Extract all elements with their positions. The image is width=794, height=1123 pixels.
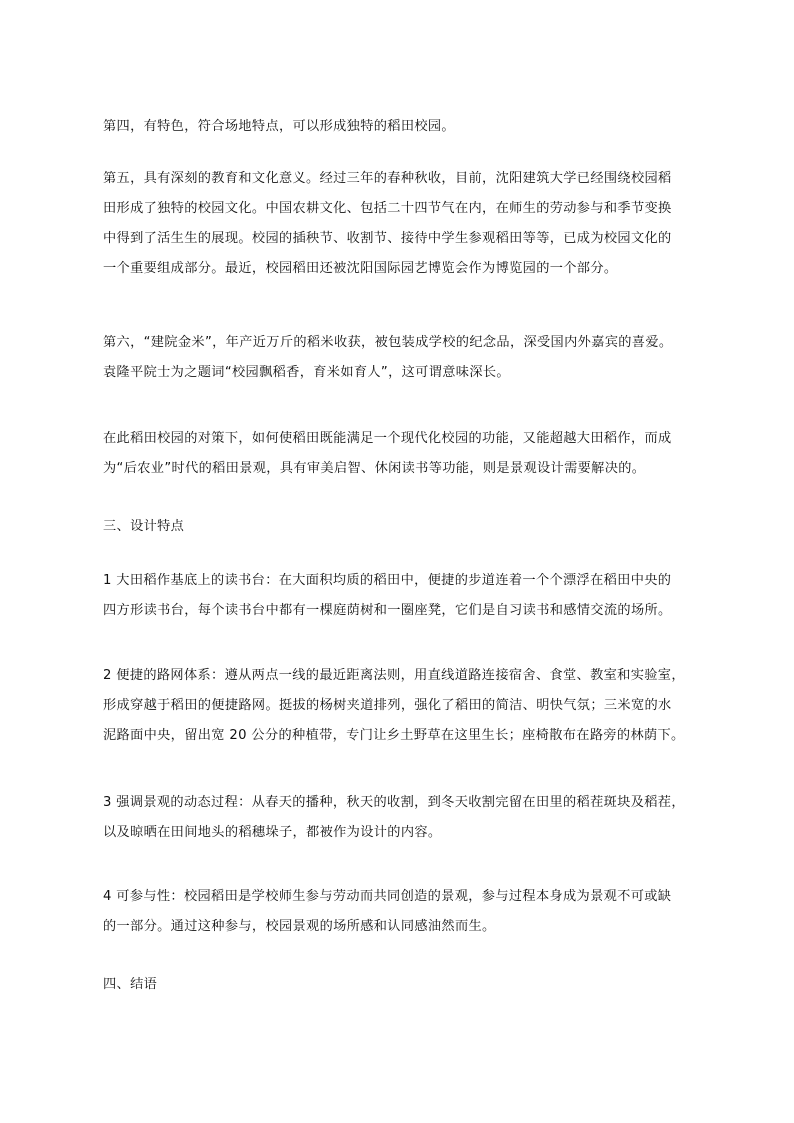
- text-line: 四方形读书台，每个读书台中都有一棵庭荫树和一圈座凳，它们是自习读书和感情交流的场所。: [103, 603, 672, 618]
- list-item-dynamic-process: [103, 788, 693, 848]
- text-line: 一个重要组成部分。最近，校园稻田还被沈阳国际园艺博览会作为博览园的一个部分。: [103, 261, 618, 276]
- paragraph-sixth: [103, 328, 693, 388]
- text-line: 泥路面中央，留出宽 20 公分的种植带，专门让乡土野草在这里生长；座椅散布在路旁的林荫下。: [103, 728, 685, 743]
- text-line: 以及晾晒在田间地头的稻穗垛子，都被作为设计的内容。: [103, 825, 442, 840]
- text-line: 的一部分。通过这种参与，校园景观的场所感和认同感油然而生。: [103, 919, 496, 934]
- text-line: 第五，具有深刻的教育和文化意义。经过三年的春种秋收，目前，沈阳建筑大学已经围绕校园稻: [103, 171, 672, 186]
- paragraph-strategy: [103, 424, 693, 484]
- section-heading-design-features: 三、设计特点: [103, 519, 185, 534]
- text-line: 4 可参与性：校园稻田是学校师生参与劳动而共同创造的景观，参与过程本身成为景观不可或缺: [103, 889, 672, 904]
- paragraph-fourth: [103, 112, 693, 142]
- text-line: 袁隆平院士为之题词“校园飘稻香，育米如育人”，这可谓意味深长。: [103, 365, 510, 380]
- text-line: 1 大田稻作基底上的读书台：在大面积均质的稻田中，便捷的步道连着一个个漂浮在稻田中央的: [103, 573, 672, 588]
- paragraph-fifth: [103, 164, 693, 284]
- text-line: 第六，“建院金米”，年产近万斤的稻米收获，被包装成学校的纪念品，深受国内外嘉宾的喜爱。: [103, 335, 673, 350]
- list-item-participation: [103, 882, 693, 942]
- text-line: 中得到了活生生的展现。校园的插秧节、收割节、接待中学生参观稻田等等，已成为校园文化的: [103, 231, 672, 246]
- section-heading-conclusion: 四、结语: [103, 977, 158, 992]
- text-line: 形成穿越于稻田的便捷路网。挺拔的杨树夹道排列，强化了稻田的简洁、明快气氛；三米宽的水: [103, 698, 672, 713]
- text-line: 为“后农业”时代的稻田景观，具有审美启智、休闲读书等功能，则是景观设计需要解决的。: [103, 461, 646, 476]
- text-line: 第四，有特色，符合场地特点，可以形成独特的稻田校园。: [103, 119, 455, 134]
- text-line: 2 便捷的路网体系：遵从两点一线的最近距离法则，用直线道路连接宿舍、食堂、教室和实验室，: [103, 668, 685, 683]
- text-line: 在此稻田校园的对策下，如何使稻田既能满足一个现代化校园的功能，又能超越大田稻作，而成: [103, 431, 672, 446]
- text-line: 3 强调景观的动态过程：从春天的播种，秋天的收割，到冬天收割完留在田里的稻茬斑块及稻茬，: [103, 795, 685, 810]
- list-item-reading-platform: [103, 566, 693, 626]
- text-line: 田形成了独特的校园文化。中国农耕文化、包括二十四节气在内，在师生的劳动参与和季节变换: [103, 201, 672, 216]
- list-item-road-network: [103, 661, 693, 751]
